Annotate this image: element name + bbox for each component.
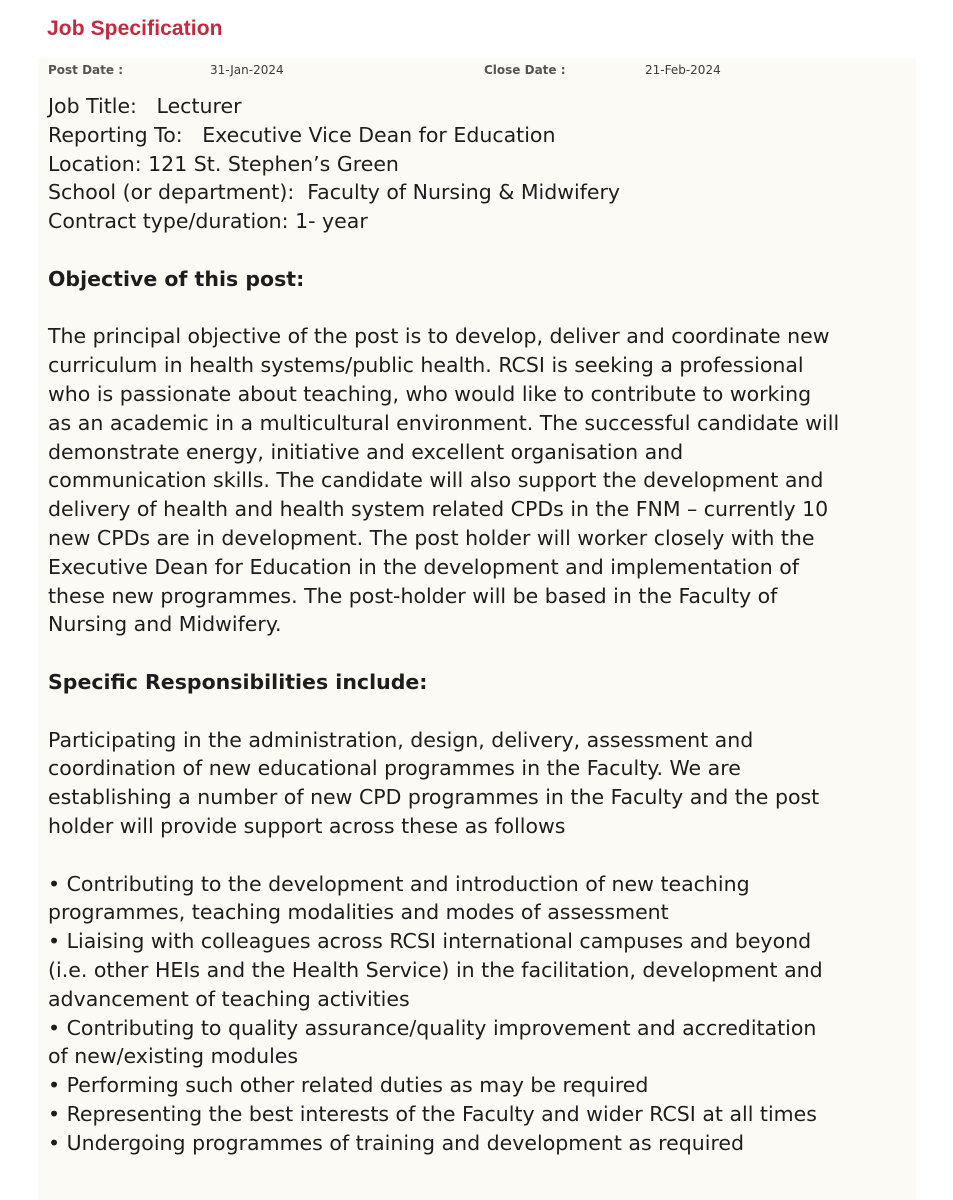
objective-line: curriculum in health systems/public health. RCSI is seeking a professional	[48, 353, 804, 378]
objective-paragraph	[48, 322, 918, 639]
objective-line: as an academic in a multicultural environment. The successful candidate will	[48, 410, 840, 435]
post-date-label-text: Post Date :	[48, 63, 124, 77]
bullet-line: • Performing such other related duties as may be required	[48, 1073, 649, 1098]
objective-line: Executive Dean for Education in the development and implementation of	[48, 554, 799, 579]
bullet-line: • Liaising with colleagues across RCSI international campuses and beyond	[48, 929, 812, 954]
responsibilities-intro	[48, 726, 918, 841]
objective-line: who is passionate about teaching, who would like to contribute to working	[48, 381, 812, 406]
bullet-line: programmes, teaching modalities and modes of assessment	[48, 900, 669, 925]
post-date-label	[48, 63, 123, 77]
intro-line: Participating in the administration, design, delivery, assessment and	[48, 727, 754, 752]
responsibilities-list	[48, 870, 918, 1158]
bullet-line: (i.e. other HEIs and the Health Service) in the facilitation, development and	[48, 957, 823, 982]
objective-heading: Objective of this post:	[48, 266, 305, 291]
bullet-line: • Undergoing programmes of training and development as required	[48, 1130, 745, 1155]
close-date-value: 21-Feb-2024	[645, 63, 721, 77]
bullet-line: advancement of teaching activities	[48, 986, 410, 1011]
reporting-to: Reporting To: Executive Vice Dean for Education	[48, 122, 556, 147]
contract-type: Contract type/duration: 1- year	[48, 209, 368, 234]
close-date-label	[484, 63, 566, 77]
page-title: Job Specification	[47, 17, 223, 40]
objective-line: delivery of health and health system related CPDs in the FNM – currently 10	[48, 497, 829, 522]
intro-line: coordination of new educational programmes in the Faculty. We are	[48, 756, 741, 781]
close-date-label-text: Close Date :	[484, 63, 566, 77]
intro-line: establishing a number of new CPD programmes in the Faculty and the post	[48, 785, 820, 810]
location: Location: 121 St. Stephen’s Green	[48, 151, 399, 176]
objective-line: The principal objective of the post is to develop, deliver and coordinate new	[48, 324, 830, 349]
school: School (or department): Faculty of Nursing & Midwifery	[48, 180, 621, 205]
bullet-line: • Contributing to quality assurance/quality improvement and accreditation	[48, 1015, 817, 1040]
objective-line: these new programmes. The post-holder will be based in the Faculty of	[48, 583, 778, 608]
objective-line: Nursing and Midwifery.	[48, 612, 282, 637]
responsibilities-heading: Specific Responsibilities include:	[48, 669, 428, 694]
intro-line: holder will provide support across these as follows	[48, 813, 566, 838]
bullet-line: • Representing the best interests of the Faculty and wider RCSI at all times	[48, 1101, 817, 1126]
bullet-line: • Contributing to the development and introduction of new teaching	[48, 871, 750, 896]
objective-line: new CPDs are in development. The post holder will worker closely with the	[48, 525, 815, 550]
job-title: Job Title: Lecturer	[48, 94, 242, 118]
bullet-line: of new/existing modules	[48, 1044, 299, 1069]
objective-line: communication skills. The candidate will also support the development and	[48, 468, 824, 493]
objective-line: demonstrate energy, initiative and excellent organisation and	[48, 439, 684, 464]
job-spec-content	[48, 92, 918, 1157]
post-date-value: 31-Jan-2024	[210, 63, 284, 77]
